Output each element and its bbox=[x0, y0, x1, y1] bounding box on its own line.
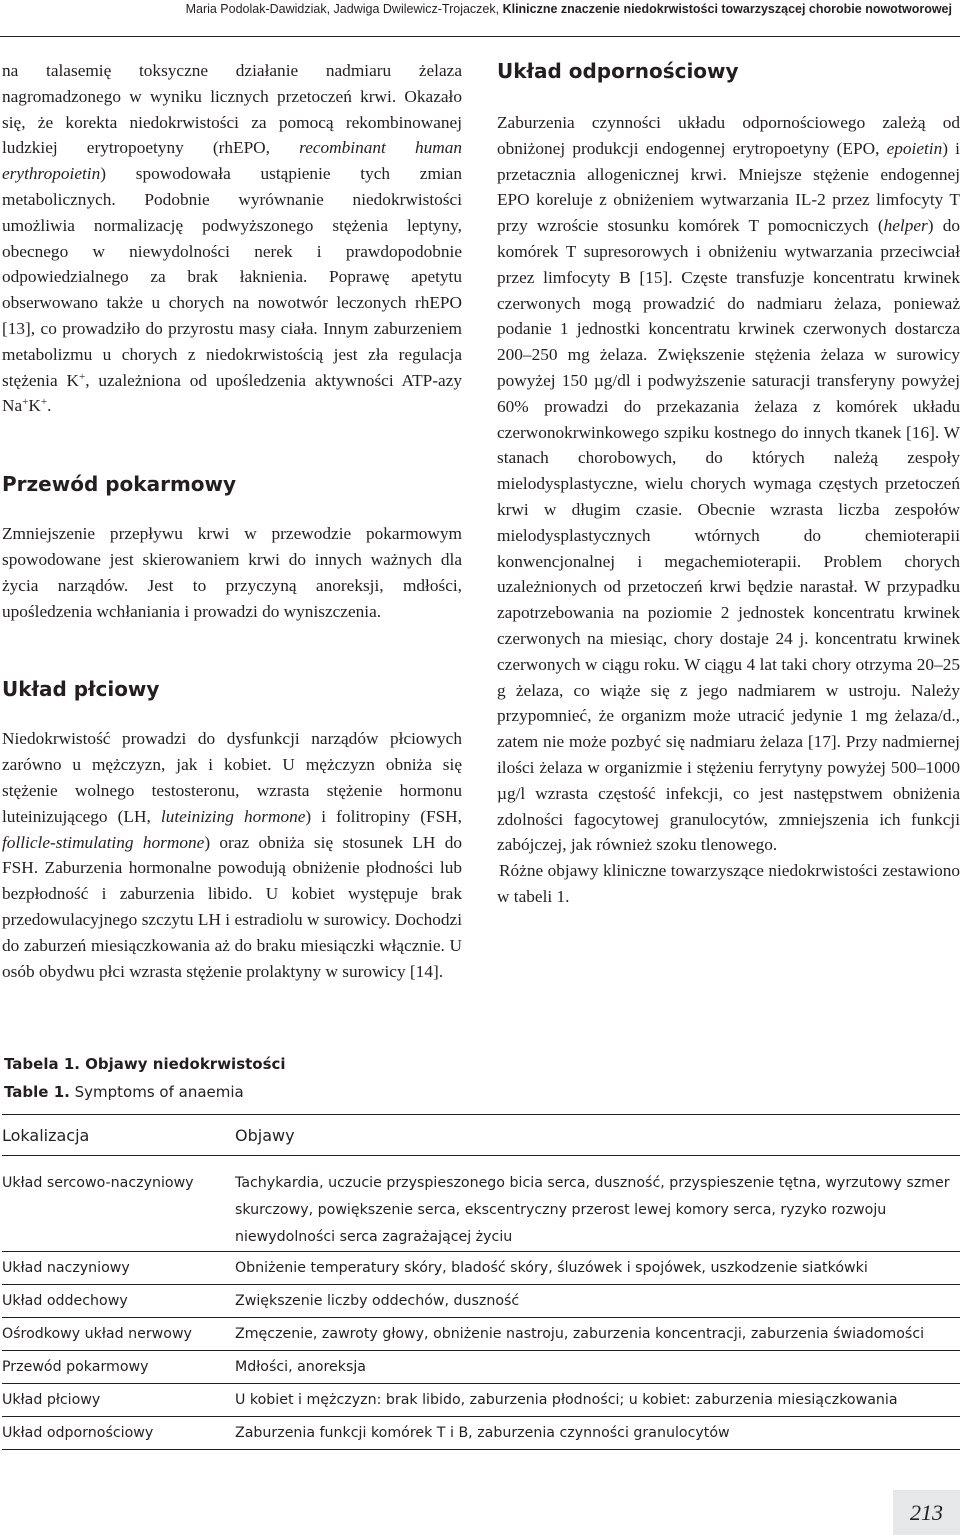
table-header-row bbox=[2, 1115, 960, 1156]
cell-symptoms: Tachykardia, uczucie przyspieszonego bicia serca, duszność, przyspieszenie tętna, wyrzutowy szmer skurczowy, powiększenie serca, ekscentryczny przerost lewej komory serca, ryzyko rozwoju niewydolności serca zagrażającej życiu bbox=[235, 1156, 960, 1252]
table-caption-label: Tabela 1. bbox=[4, 1055, 80, 1073]
left-column bbox=[2, 58, 462, 984]
table-caption-pl bbox=[4, 1050, 286, 1078]
text-run: K bbox=[28, 396, 41, 416]
column-header-symptoms: Objawy bbox=[235, 1115, 960, 1156]
paragraph-table-reference: Różne objawy kliniczne towarzyszące niedokrwistości zestawiono w tabeli 1. bbox=[497, 861, 960, 906]
running-head bbox=[0, 0, 952, 36]
cell-symptoms: Mdłości, anoreksja bbox=[235, 1351, 960, 1384]
text-run: ) i przetacznia allogenicznej krwi. Mniejsze stężenie endogennej EPO koreluje z obniżeniem wytwarzania IL-2 przez limfocyty T przy wzroście stosunku komórek T pomocniczych ( bbox=[497, 138, 960, 236]
cell-location: Układ oddechowy bbox=[2, 1285, 235, 1318]
cell-location: Przewód pokarmowy bbox=[2, 1351, 235, 1384]
paragraph-immune bbox=[497, 110, 960, 858]
text-run: Zaburzenia czynności układu odpornościowego zależą od obniżonej produkcji endogennej erytropoetyny (EPO, bbox=[497, 113, 960, 158]
table bbox=[2, 1114, 960, 1450]
table-row bbox=[2, 1417, 960, 1450]
cell-location: Układ odpornościowy bbox=[2, 1417, 235, 1450]
paragraph-gastrointestinal: Zmniejszenie przepływu krwi w przewodzie pokarmowym spowodowane jest skierowaniem krwi do innych ważnych dla życia narządów. Jest to przyczyną anoreksji, mdłości, upośledzenia wchłaniania i prowadzi do wyniszczenia. bbox=[2, 524, 462, 621]
heading-reproductive: Układ płciowy bbox=[2, 677, 160, 702]
text-run: , uzależniona od upośledzenia aktywności ATP-azy Na bbox=[2, 370, 463, 416]
symptoms-table bbox=[2, 1114, 960, 1450]
text-run: ) spowodowała ustąpienie tych zmian metabolicznych. Podobnie wyrównanie niedokrwistości umożliwia normalizację podwyższonego stężenia leptyny, obecnego w niewydolności nerek i prawdopodobnie odpowiedzialnego za brak łaknienia. Poprawę apetytu obserwowano także u chorych na nowotwór leczonych rhEPO [13], co prowadziło do przyrostu masy ciała. Innym zaburzeniem metabolizmu u chorych z niedokrwistością jest zła regulacja stężenia K bbox=[2, 164, 462, 390]
table-caption-en bbox=[4, 1078, 286, 1106]
text-italic: epoietin bbox=[886, 138, 943, 158]
text-italic: helper bbox=[883, 216, 928, 236]
table-caption-title: Symptoms of anaemia bbox=[69, 1083, 244, 1101]
paragraph-metabolism bbox=[2, 58, 462, 419]
table-row bbox=[2, 1252, 960, 1285]
running-head-authors: Maria Podolak-Dawidziak, Jadwiga Dwilewicz-Trojaczek, bbox=[185, 2, 503, 16]
cell-symptoms: Zwiększenie liczby oddechów, duszność bbox=[235, 1285, 960, 1318]
cell-symptoms: U kobiet i mężczyzn: brak libido, zaburzenia płodności; u kobiet: zaburzenia miesiączkowania bbox=[235, 1384, 960, 1417]
table-caption-title: Objawy niedokrwistości bbox=[79, 1055, 286, 1073]
right-column bbox=[497, 58, 960, 910]
cell-location: Układ płciowy bbox=[2, 1384, 235, 1417]
running-head-title: Kliniczne znaczenie niedokrwistości towarzyszącej chorobie nowotworowej bbox=[502, 2, 952, 16]
text-italic: recombinant human erythropoietin bbox=[2, 138, 462, 184]
text-run: ) do komórek T supresorowych i obniżeniu wytwarzania przeciwciał przez limfocyty B [15]. Częste transfuzje koncentratu krwinek czerwonych mogą prowadzić do nadmiaru żelaza, ponieważ podanie 1 jednostki koncentratu krwinek czerwonych dostarcza 200–250 mg żelaza. Zwiększenie stężenia żelaza w surowicy powyżej 150 µg/dl i podwyższenie saturacji transferyny powyżej 60% prowadzi do przekazania żelaza z komórek układu czerwonokrwinkowego szpiku kostnego do innych tkanek [16]. W stanach chorobowych, do których należą zespoły mielodysplastyczne, wielu chorych wymaga częstych przetoczeń krwi w długim czasie. Obecnie wzrasta liczba zespołów mielodysplastycznych wtórnych do chemioterapii konwencjonalnej i megachemioterapii. Problem chorych uzależnionych od przetoczeń krwi będzie narastał. W przypadku zapotrzebowania na poziomie 2 jednostek koncentratu krwinek czerwonych na miesiąc, chory dostaje 24 j. koncentratu krwinek czerwonych w ciągu roku. W ciągu 4 lat taki chory otrzyma 20–25 g żelaza, co wiąże się z jego nadmiarem w ustroju. Należy przypomnieć, że organizm może utracić jedynie 1 mg żelaza/d., zatem nie może pozbyć się nadmiaru żelaza [17]. Przy nadmiernej ilości żelaza w organizmie i stężeniu ferrytyny powyżej 500–1000 µg/l wzrasta częstość infekcji, co jest następstwem obniżenia zdolności fagocytowej granulocytów, zmniejszenia ich funkcji zabójczej, jak również szoku tlenowego. bbox=[497, 216, 960, 855]
text-italic: luteinizing hormone bbox=[160, 806, 306, 826]
cell-location: Układ sercowo-naczyniowy bbox=[2, 1156, 235, 1252]
column-header-location: Lokalizacja bbox=[2, 1115, 235, 1156]
running-head-rule bbox=[0, 36, 960, 37]
page-number: 213 bbox=[893, 1490, 960, 1535]
table-row bbox=[2, 1156, 960, 1252]
cell-symptoms: Zaburzenia funkcji komórek T i B, zaburzenia czynności granulocytów bbox=[235, 1417, 960, 1450]
text-run: ) oraz obniża się stosunek LH do FSH. Zaburzenia hormonalne powodują obniżenie płodności lub bezpłodność i zaburzenia libido. U kobiet występuje brak przedowulacyjnego szczytu LH i estradiolu w surowicy. Dochodzi do zaburzeń miesiączkowania aż do braku miesiączki włącznie. U osób obydwu płci wzrasta stężenie prolaktyny w surowicy [14]. bbox=[2, 832, 462, 981]
text-italic: follicle-stimulating hormone bbox=[2, 832, 205, 852]
superscript: + bbox=[40, 396, 48, 409]
cell-location: Układ naczyniowy bbox=[2, 1252, 235, 1285]
table-caption bbox=[4, 1050, 286, 1106]
text-run: Niedokrwistość prowadzi do dysfunkcji narządów płciowych zarówno u mężczyzn, jak i kobiet. U mężczyzn obniża się stężenie wolnego testosteronu, wzrasta stężenie hormonu luteinizującego (LH, bbox=[2, 729, 462, 826]
superscript: + bbox=[22, 396, 29, 409]
text-run: . bbox=[47, 396, 52, 416]
superscript: + bbox=[78, 370, 86, 383]
heading-immune: Układ odpornościowy bbox=[497, 59, 739, 83]
text-run: na talasemię toksyczne działanie nadmiaru żelaza nagromadzonego w wyniku licznych przetoczeń krwi. Okazało się, że korekta niedokrwistości za pomocą rekombinowanej ludzkiej erytropoetyny (rhEPO, bbox=[2, 61, 462, 158]
heading-gastrointestinal: Przewód pokarmowy bbox=[2, 472, 237, 497]
cell-symptoms: Obniżenie temperatury skóry, bladość skóry, śluzówek i spojówek, uszkodzenie siatkówki bbox=[235, 1252, 960, 1285]
cell-location: Ośrodkowy układ nerwowy bbox=[2, 1318, 235, 1351]
text-run: ) i folitropiny (FSH, bbox=[305, 806, 462, 826]
table-caption-label: Table 1. bbox=[4, 1083, 70, 1101]
table-row bbox=[2, 1384, 960, 1417]
table-row bbox=[2, 1285, 960, 1318]
table-row bbox=[2, 1351, 960, 1384]
cell-symptoms: Zmęczenie, zawroty głowy, obniżenie nastroju, zaburzenia koncentracji, zaburzenia świadomości bbox=[235, 1318, 960, 1351]
paragraph-reproductive bbox=[2, 726, 462, 984]
table-row bbox=[2, 1318, 960, 1351]
